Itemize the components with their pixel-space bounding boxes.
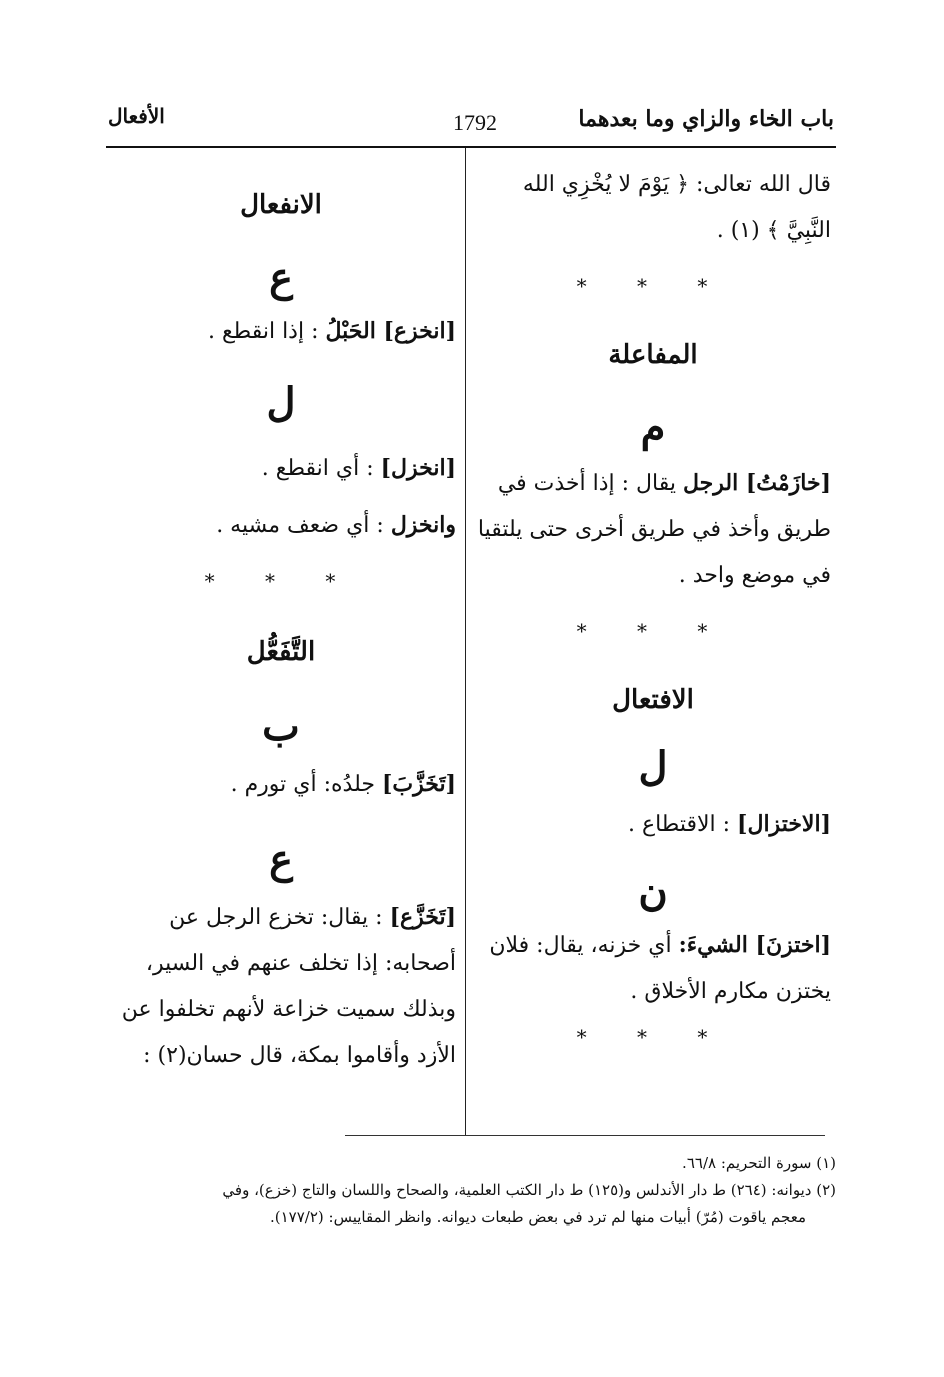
letter-heading-nun: ن xyxy=(638,868,668,915)
entry-khazamat xyxy=(475,460,831,507)
entry-takhazzaa-line-3: وبذلك سميت خزاعة لأنهم تخلفوا عن xyxy=(121,997,456,1022)
entry-text: : إذا انقطع . xyxy=(207,319,319,344)
letter-heading-ayn: ع xyxy=(269,836,293,883)
entry-headword: [خازَمْتُ] الرجل xyxy=(682,470,831,496)
right-column xyxy=(475,160,831,1049)
entry-ikhtizal xyxy=(475,801,831,848)
separator-stars: * * * xyxy=(576,1025,730,1049)
left-column xyxy=(106,160,456,1079)
entry-text: : يقال: تخزع الرجل عن xyxy=(169,905,383,930)
letter-heading-ba: ب xyxy=(262,703,300,750)
footnote-1: (١) سورة التحريم: ٦٦/٨. xyxy=(682,1154,836,1172)
entry-headword: [تَخَزَّع] xyxy=(389,904,456,930)
page-number: 1792 xyxy=(453,110,497,135)
separator-stars: * * * xyxy=(204,569,358,593)
topic-title: الأفعال xyxy=(108,104,165,128)
entry-khazamat-line-2: طريق وأخذ في طريق أخرى حتى يلتقيا xyxy=(477,517,831,542)
entry-takhazzaa-line-4: الأزد وأقاموا بمكة، قال حسان(٢) : xyxy=(143,1043,456,1068)
entry-text: : أي انقطع . xyxy=(261,456,374,481)
section-heading-tafaul: التَّفَعُّل xyxy=(246,637,316,667)
letter-heading-mim: م xyxy=(640,404,666,451)
entry-text: جلدُه: أي تورم . xyxy=(230,772,375,797)
entry-headword: [الاختزال] xyxy=(737,811,831,837)
letter-heading-lam: ل xyxy=(638,743,668,790)
verse-line-1: قال الله تعالى: ﴿ يَوْمَ لا يُخْزِي الله xyxy=(522,172,831,197)
entry-headword: [انخزع] الحَبْلُ xyxy=(325,318,456,344)
column-divider xyxy=(465,148,466,1135)
entry-headword: [اختزنَ] الشيءَ: xyxy=(678,932,831,958)
chapter-title: باب الخاء والزاي وما بعدهما xyxy=(578,106,834,132)
entry-headword: [تَخَزَّبَ] xyxy=(382,771,456,797)
entry-takhazzab xyxy=(106,761,456,808)
header-rule xyxy=(106,146,836,148)
entry-text: : أي ضعف مشيه . xyxy=(216,513,384,538)
entry-inkhazaa xyxy=(106,308,456,355)
section-heading-iftial: الافتعال xyxy=(612,685,694,715)
footnote-2-line-1: (٢) ديوانه: (٢٦٤) ط دار الأندلس و(١٢٥) ط دار الكتب العلمية، والصحاح واللسان والتاج (خزع)، وفي xyxy=(222,1181,836,1199)
separator-stars: * * * xyxy=(576,274,730,298)
section-heading-mufaala: المفاعلة xyxy=(608,340,698,370)
entry-inkhazal-2 xyxy=(106,502,456,549)
separator-stars: * * * xyxy=(576,619,730,643)
entry-ikhtazan xyxy=(475,922,831,969)
entry-takhazzaa xyxy=(106,894,456,941)
entry-text: أي خزنه، يقال: فلان xyxy=(489,933,672,958)
entry-ikhtazan-line-2: يختزن مكارم الأخلاق . xyxy=(630,979,831,1004)
letter-heading-ayn: ع xyxy=(269,254,293,301)
footnotes xyxy=(106,1150,836,1231)
verse-line-2: النَّبِيَّ ﴾ (١) . xyxy=(716,218,831,243)
entry-khazamat-line-3: في موضع واحد . xyxy=(678,563,831,588)
entry-headword: [انخزل] xyxy=(380,455,456,481)
letter-heading-lam: ل xyxy=(266,379,296,426)
entry-inkhazal xyxy=(106,445,456,492)
entry-takhazzaa-line-2: أصحابه: إذا تخلف عنهم في السير، xyxy=(145,951,456,976)
entry-text: يقال : إذا أخذت في xyxy=(497,471,676,496)
entry-text: : الاقتطاع . xyxy=(627,812,731,837)
entry-headword: وانخزل xyxy=(390,512,456,538)
footnote-2-line-2: معجم ياقوت (مُرّ) أبيات منها لم ترد في بعض طبعات ديوانه. وانظر المقاييس: (١٧٧/٢). xyxy=(270,1208,806,1226)
section-heading-infial: الانفعال xyxy=(240,190,322,220)
page-header xyxy=(0,0,944,150)
footnote-rule xyxy=(345,1135,825,1136)
